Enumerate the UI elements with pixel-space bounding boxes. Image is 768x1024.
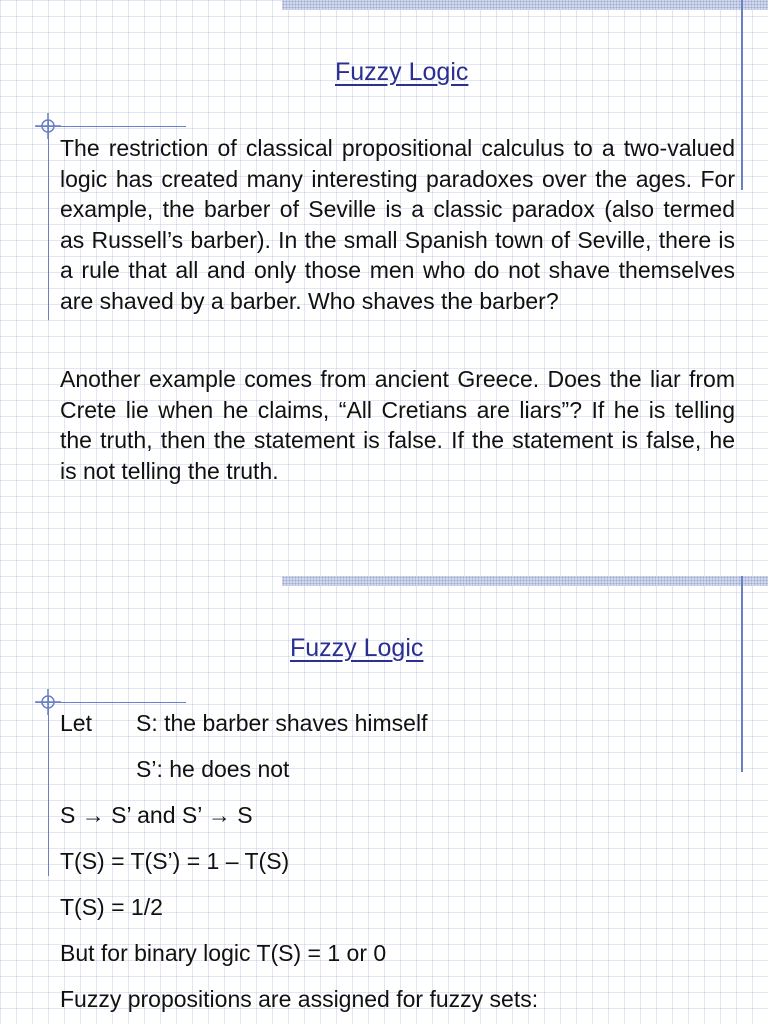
truth-half: T(S) = 1/2 bbox=[60, 894, 163, 920]
slide2-left-vertical-rule bbox=[48, 696, 49, 876]
slide2-title: Fuzzy Logic bbox=[290, 634, 424, 662]
definition-s: S: the barber shaves himself bbox=[136, 710, 428, 736]
binary-logic-line: But for binary logic T(S) = 1 or 0 bbox=[60, 940, 387, 966]
fuzzy-propositions-line: Fuzzy propositions are assigned for fuzzy sets: bbox=[60, 986, 539, 1012]
slide1-title: Fuzzy Logic bbox=[335, 58, 469, 86]
slide1-crosshair-icon bbox=[35, 113, 61, 139]
truth-equation: T(S) = T(S’) = 1 – T(S) bbox=[60, 848, 290, 874]
slide1-paragraph-2: Another example comes from ancient Greece. Does the liar from Crete lie when he claims, “All Cretians are liars”? If he is telling the truth, then the statement is false. If the statement is false, he is not telling the truth. bbox=[60, 366, 735, 484]
slide1-paragraph-1: The restriction of classical propositional calculus to a two-valued logic has created many interesting paradoxes over the ages. For example, the barber of Seville is a classic paradox (also termed as Russell’s barber). In the small Spanish town of Seville, there is a rule that all and only those men who do not shave themselves are shaved by a barber. Who shaves the barber? bbox=[60, 135, 735, 314]
slide1-top-band bbox=[282, 0, 768, 10]
implication-line: S → S’ and S’ → S bbox=[60, 802, 253, 828]
slide2-right-rule bbox=[741, 576, 743, 772]
slide2-top-band bbox=[282, 576, 768, 586]
definition-s-prime: S’: he does not bbox=[136, 756, 290, 782]
slide2-crosshair-icon bbox=[35, 689, 61, 715]
let-word: Let bbox=[60, 710, 92, 736]
slide1-left-vertical-rule bbox=[48, 120, 49, 320]
slide1-right-rule bbox=[741, 0, 743, 190]
